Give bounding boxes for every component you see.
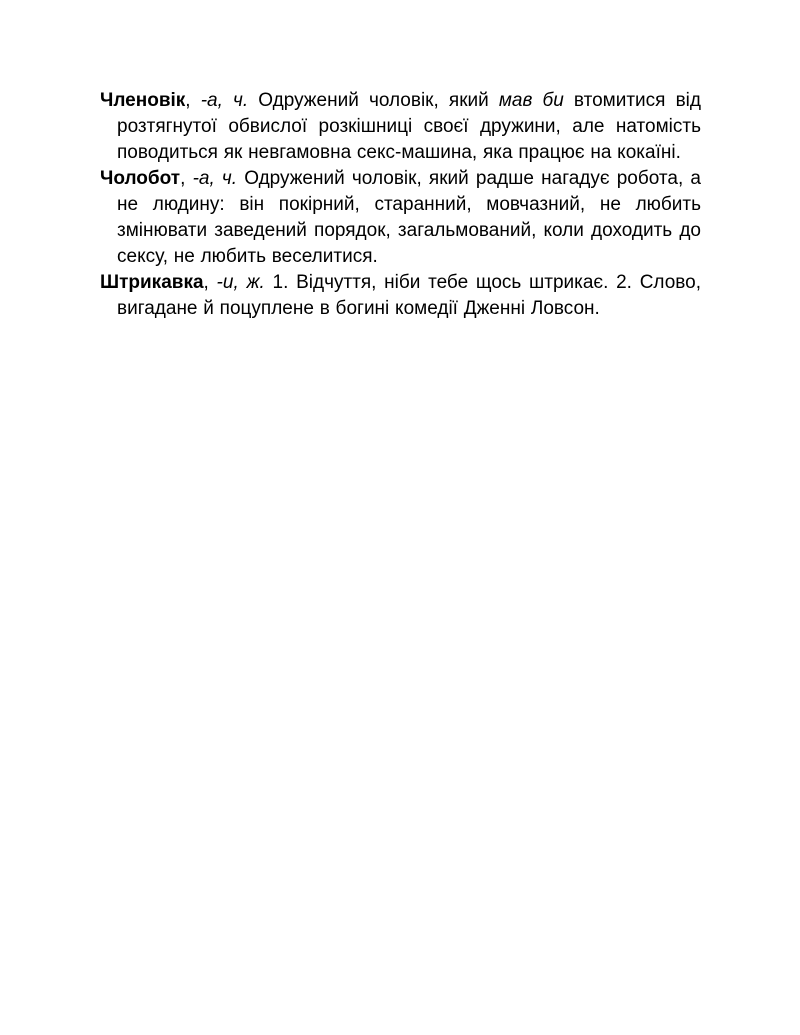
entry-separator: , xyxy=(203,272,217,293)
entry-definition-part: Одружений чоловік, який xyxy=(248,90,499,111)
entry-definition-part: втомитися від розтягнутої обвислої розкішниці своєї дружини, але натомість поводиться як невгамовна секс-машина, яка працює на кокаїні. xyxy=(117,90,701,163)
entry-headword: Штрикавка xyxy=(100,272,204,293)
entry-grammar-label: -а, ч. xyxy=(192,168,238,189)
entry-separator: , xyxy=(180,168,193,189)
dictionary-entry xyxy=(100,88,701,166)
entry-headword: Членовік xyxy=(100,90,186,111)
entry-headword: Чолобот xyxy=(100,168,181,189)
dictionary-entry xyxy=(100,166,701,270)
dictionary-entry xyxy=(100,270,701,322)
entry-definition: Одружений чоловік, який радше нагадує робота, а не людину: він покірний, старанний, мовчазний, не любить змінювати заведений порядок, загальмований, коли доходить до сексу, не любить веселитися. xyxy=(117,168,701,267)
entry-grammar-label: -а, ч. xyxy=(200,90,249,111)
entry-separator: , xyxy=(185,90,201,111)
dictionary-text-block xyxy=(100,88,701,322)
entry-italic-phrase: мав би xyxy=(498,90,564,111)
entry-definition: 1. Відчуття, ніби тебе щось штрикає. 2. Слово, вигадане й поцуплене в богині комедії Дженні Ловсон. xyxy=(117,272,702,319)
entry-grammar-label: -и, ж. xyxy=(216,272,265,293)
